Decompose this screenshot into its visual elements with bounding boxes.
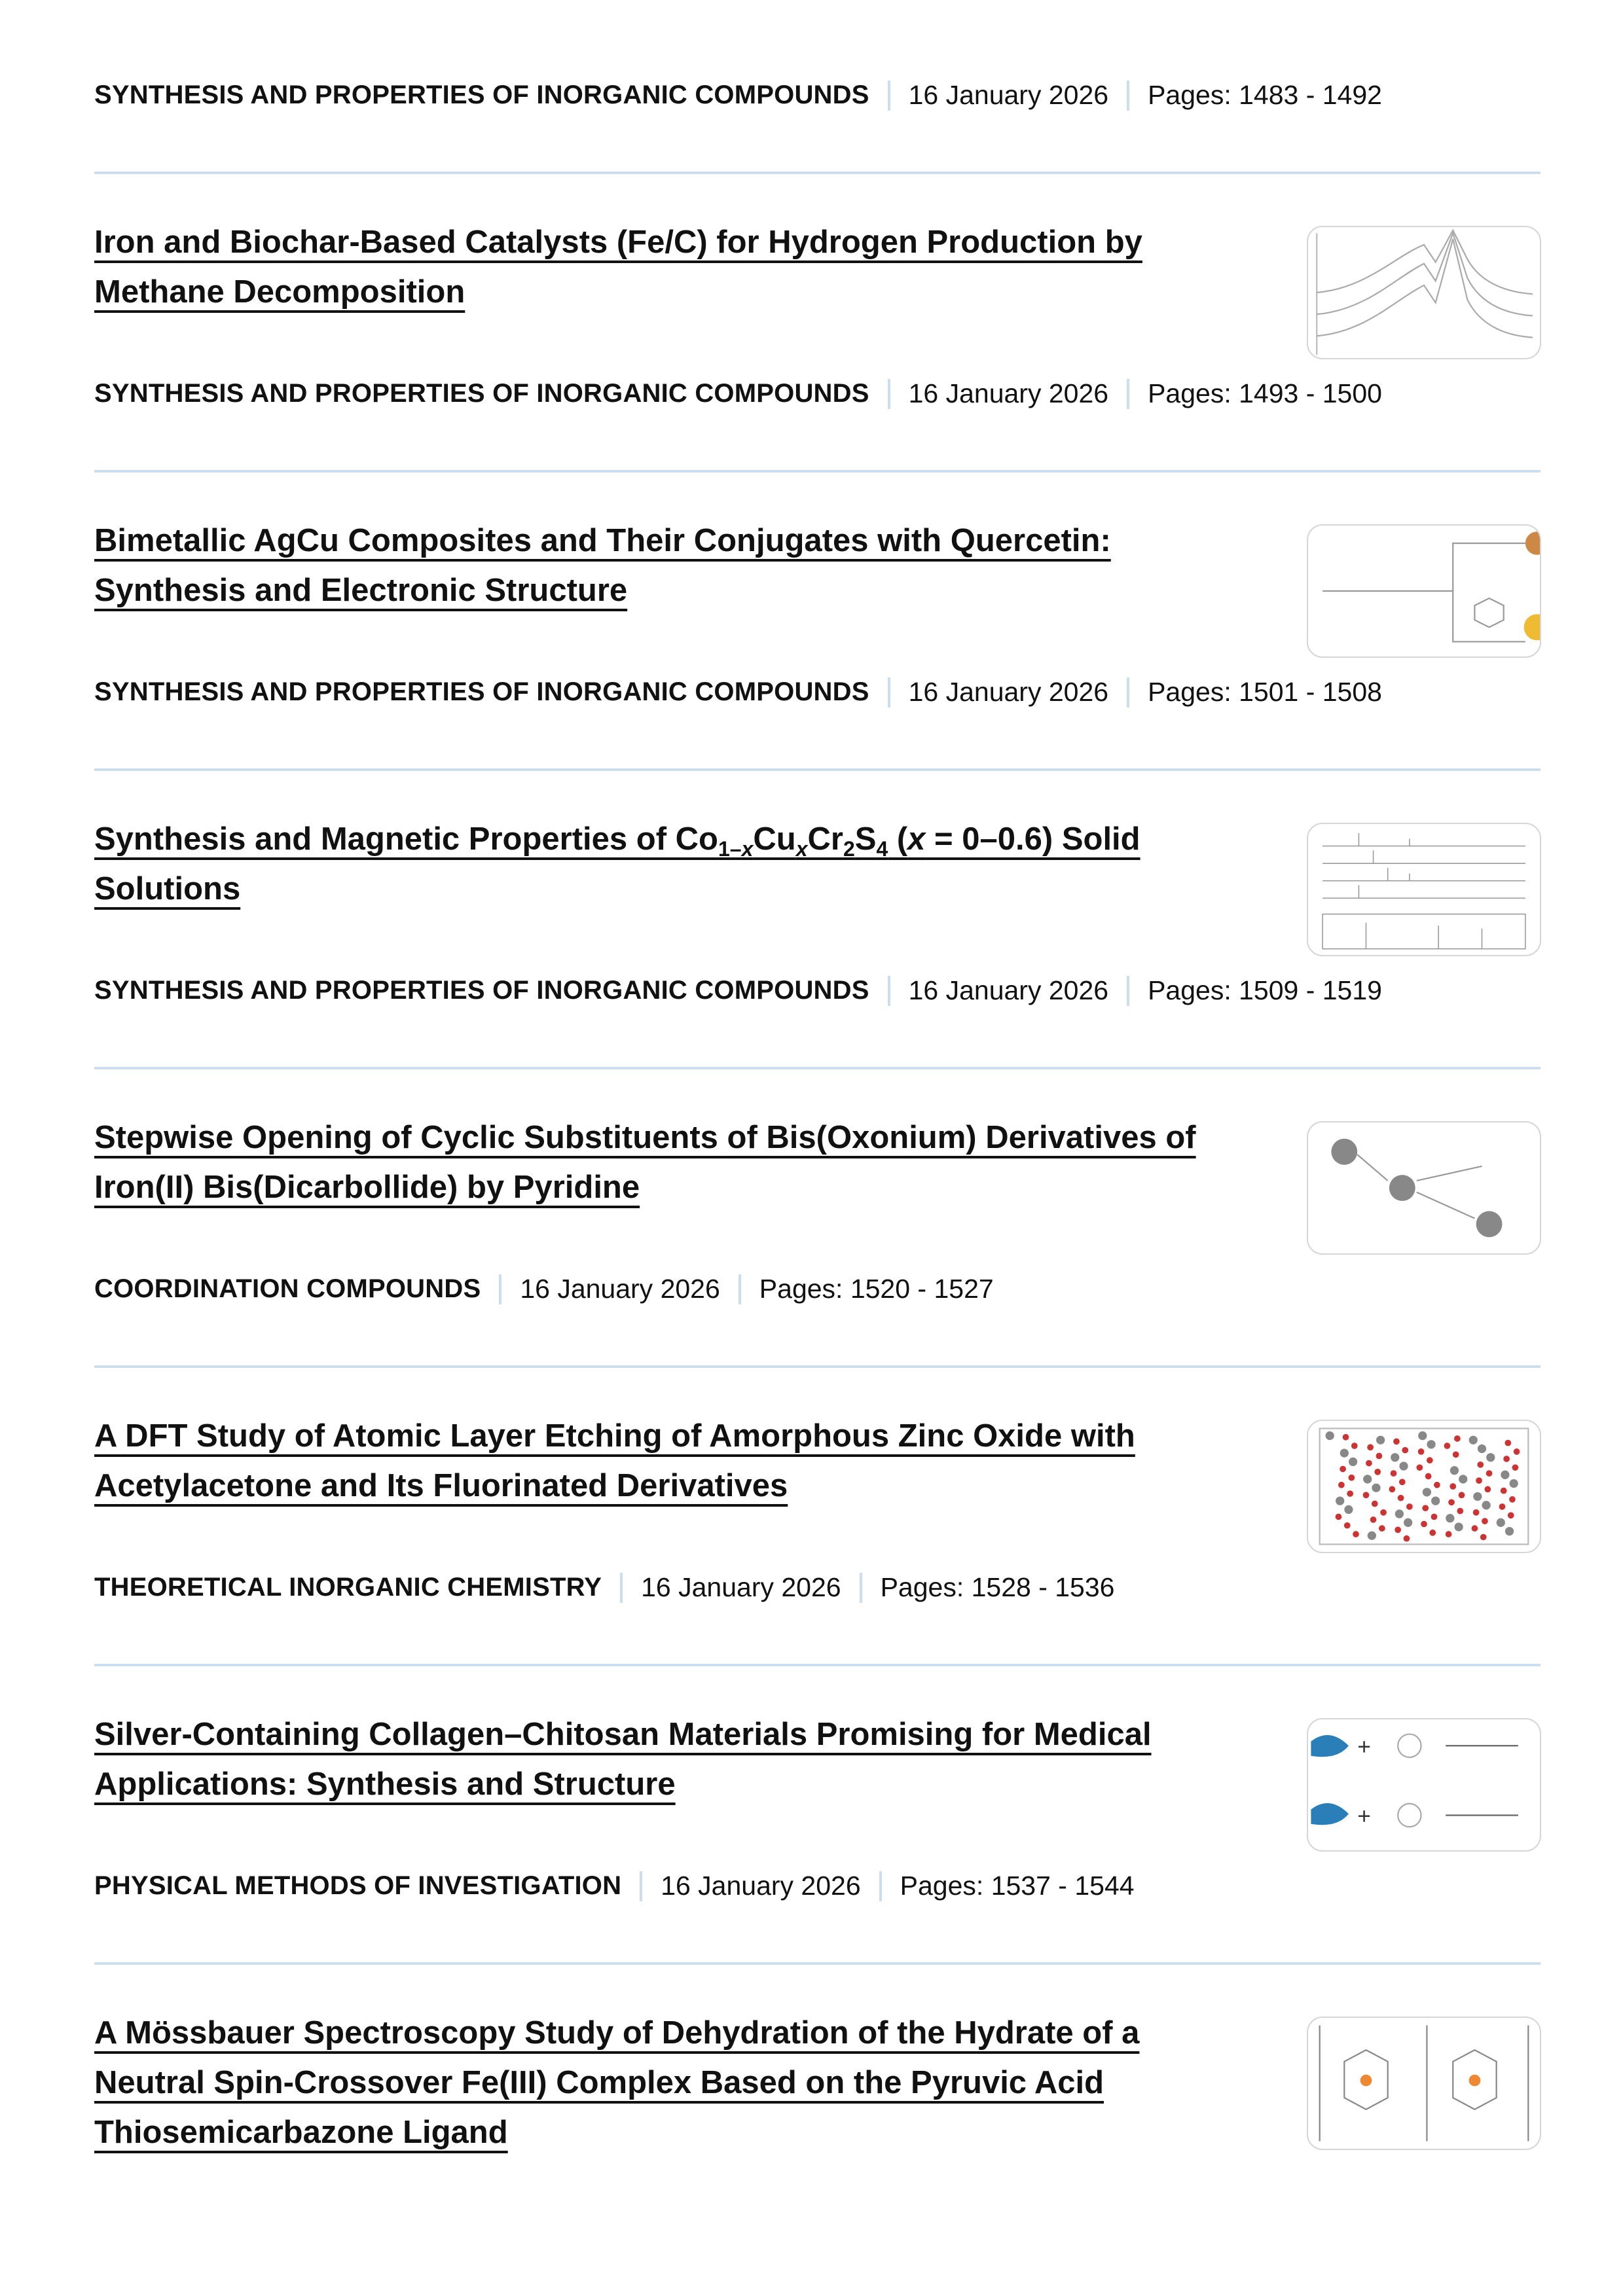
title-line [94, 267, 1273, 317]
title-segment: 1– [718, 837, 742, 861]
article-title-link[interactable] [94, 274, 465, 310]
article-title-link[interactable] [94, 224, 1142, 260]
article-item [94, 771, 1541, 1069]
separator [1127, 81, 1129, 111]
article-title [94, 1710, 1273, 1809]
spectra-chart-thumbnail[interactable] [1307, 226, 1541, 359]
title-segment: x [907, 821, 926, 857]
title-segment: Methane Decomposition [94, 274, 465, 310]
title-segment: 2 [843, 837, 855, 861]
title-segment: Silver-Containing Collagen–Chitosan Materials Promising for Medical [94, 1717, 1152, 1752]
title-segment: Neutral Spin-Crossover Fe(III) Complex Based on the Pyruvic Acid [94, 2065, 1104, 2100]
article-item [94, 473, 1541, 771]
scheme-thumbnail[interactable] [1307, 524, 1541, 658]
title-line [94, 217, 1273, 267]
separator [620, 1573, 623, 1603]
publish-date: 16 January 2026 [908, 677, 1109, 707]
title-segment: Iron and Biochar-Based Catalysts (Fe/C) for Hydrogen Production by [94, 224, 1142, 260]
article-meta-partial [94, 0, 1541, 174]
article-meta [94, 378, 1382, 409]
title-segment: 4 [876, 837, 888, 861]
article-title-link[interactable] [94, 1418, 1135, 1454]
article-title-link[interactable] [94, 871, 240, 906]
article-meta [94, 80, 1382, 111]
page-range: Pages: 1493 - 1500 [1148, 378, 1382, 408]
category-link[interactable]: SYNTHESIS AND PROPERTIES OF INORGANIC COMPOUNDS [94, 677, 869, 706]
publish-date: 16 January 2026 [908, 80, 1109, 110]
title-line [94, 516, 1273, 565]
title-line [94, 1162, 1273, 1212]
title-segment: Iron(II) Bis(Dicarbollide) by Pyridine [94, 1170, 640, 1205]
article-item [94, 1965, 1541, 2263]
title-segment: Cu [753, 821, 796, 857]
separator [860, 1573, 862, 1603]
title-segment: Thiosemicarbazone Ligand [94, 2115, 508, 2150]
title-line [94, 2108, 1273, 2157]
article-title-link[interactable] [94, 1717, 1152, 1752]
title-segment: Cr [807, 821, 843, 857]
title-segment: Stepwise Opening of Cyclic Substituents of Bis(Oxonium) Derivatives of [94, 1120, 1196, 1155]
article-item [94, 1069, 1541, 1368]
article-title-link[interactable] [94, 1468, 788, 1503]
separator [888, 677, 890, 708]
title-line [94, 1411, 1273, 1461]
title-segment: x [741, 837, 754, 861]
separator [499, 1274, 501, 1304]
title-line [94, 2008, 1273, 2058]
title-line [94, 1113, 1273, 1162]
separator [888, 379, 890, 409]
page-range: Pages: 1537 - 1544 [900, 1871, 1135, 1901]
separator [879, 1871, 882, 1901]
title-segment: = 0–0.6) Solid [925, 821, 1140, 857]
article-meta [94, 1871, 1135, 1901]
article-item [94, 174, 1541, 473]
separator [888, 976, 890, 1006]
article-title [94, 516, 1273, 615]
title-segment: ( [888, 821, 908, 857]
title-segment: Synthesis and Magnetic Properties of Co [94, 821, 718, 857]
title-line [94, 814, 1273, 864]
publish-date: 16 January 2026 [520, 1274, 720, 1304]
article-meta [94, 975, 1382, 1006]
molecule-scheme-thumbnail[interactable] [1307, 1121, 1541, 1255]
crystal-structure-thumbnail[interactable] [1307, 1420, 1541, 1553]
svg-text:+: + [1357, 1733, 1371, 1760]
article-title [94, 1113, 1273, 1212]
category-link[interactable]: COORDINATION COMPOUNDS [94, 1274, 481, 1303]
title-line [94, 1461, 1273, 1511]
page-range: Pages: 1501 - 1508 [1148, 677, 1382, 707]
publish-date: 16 January 2026 [661, 1871, 861, 1901]
article-title [94, 1411, 1273, 1511]
category-link[interactable]: SYNTHESIS AND PROPERTIES OF INORGANIC COMPOUNDS [94, 81, 869, 109]
title-segment: Bimetallic AgCu Composites and Their Conjugates with Quercetin: [94, 523, 1111, 558]
title-segment: Acetylacetone and Its Fluorinated Derivatives [94, 1468, 788, 1503]
article-title-link[interactable] [94, 2065, 1104, 2100]
article-title-link[interactable] [94, 1767, 676, 1802]
title-line [94, 2058, 1273, 2108]
article-title-link[interactable] [94, 2015, 1139, 2051]
title-segment: Synthesis and Electronic Structure [94, 573, 628, 608]
article-title [94, 814, 1273, 914]
separator [1127, 976, 1129, 1006]
page-range: Pages: 1520 - 1527 [759, 1274, 994, 1304]
title-segment: A DFT Study of Atomic Layer Etching of Amorphous Zinc Oxide with [94, 1418, 1135, 1454]
category-link[interactable]: THEORETICAL INORGANIC CHEMISTRY [94, 1573, 602, 1602]
separator [888, 81, 890, 111]
article-title-link[interactable] [94, 821, 1140, 861]
article-title-link[interactable] [94, 523, 1111, 558]
title-segment: Applications: Synthesis and Structure [94, 1767, 676, 1802]
article-title-link[interactable] [94, 1170, 640, 1205]
category-link[interactable]: PHYSICAL METHODS OF INVESTIGATION [94, 1871, 622, 1900]
title-segment: A Mössbauer Spectroscopy Study of Dehydration of the Hydrate of a [94, 2015, 1140, 2051]
article-title-link[interactable] [94, 573, 627, 608]
publish-date: 16 January 2026 [641, 1572, 841, 1602]
title-line [94, 1759, 1273, 1809]
title-line [94, 565, 1273, 615]
article-item [94, 1666, 1541, 1965]
article-title-link[interactable] [94, 2115, 508, 2150]
page-range: Pages: 1483 - 1492 [1148, 80, 1382, 110]
title-segment: Solutions [94, 871, 241, 906]
article-item [94, 1368, 1541, 1666]
article-meta [94, 1572, 1114, 1603]
category-link[interactable]: SYNTHESIS AND PROPERTIES OF INORGANIC COMPOUNDS [94, 379, 869, 408]
page-range: Pages: 1509 - 1519 [1148, 975, 1382, 1005]
title-line [94, 1710, 1273, 1759]
xrd-thumbnail[interactable] [1307, 823, 1541, 956]
page-range: Pages: 1528 - 1536 [880, 1572, 1115, 1602]
category-link[interactable]: SYNTHESIS AND PROPERTIES OF INORGANIC COMPOUNDS [94, 976, 869, 1005]
complex-structure-thumbnail[interactable] [1307, 2017, 1541, 2150]
separator [1127, 677, 1129, 708]
article-meta [94, 677, 1382, 708]
article-title [94, 217, 1273, 317]
article-title-link[interactable] [94, 1120, 1196, 1155]
separator [1127, 379, 1129, 409]
article-meta [94, 1274, 994, 1304]
title-line [94, 864, 1273, 914]
publish-date: 16 January 2026 [908, 378, 1109, 408]
separator [640, 1871, 642, 1901]
svg-text:+: + [1357, 1803, 1371, 1829]
separator [739, 1274, 741, 1304]
title-segment: x [795, 837, 808, 861]
publish-date: 16 January 2026 [908, 975, 1109, 1005]
collagen-scheme-thumbnail[interactable] [1307, 1718, 1541, 1852]
article-title [94, 2008, 1273, 2157]
title-segment: S [854, 821, 877, 857]
